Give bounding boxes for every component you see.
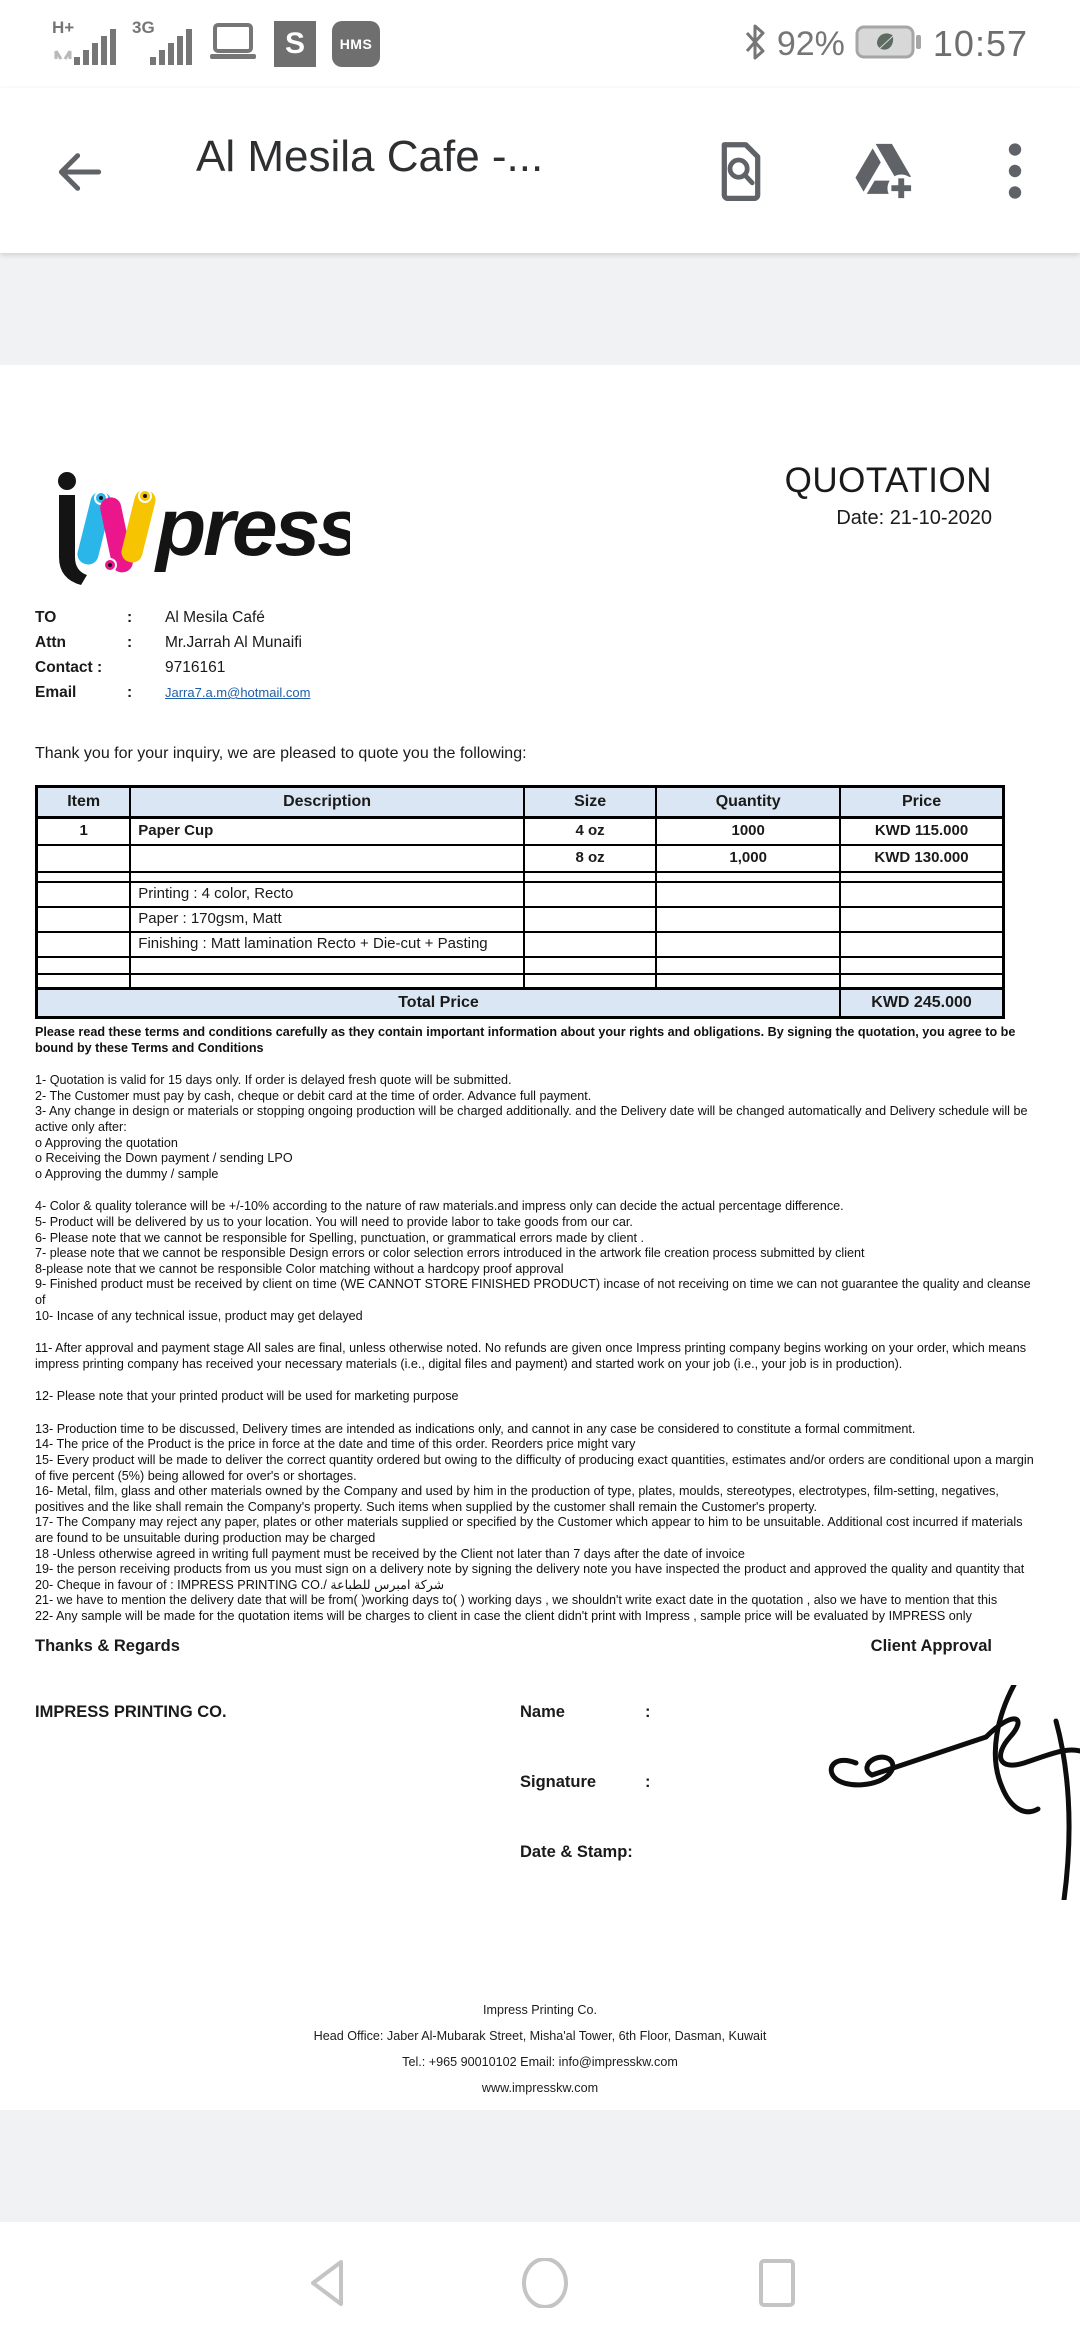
app-bar [0,88,1080,253]
recipient-colon: : [127,608,133,626]
table-cell [656,932,840,957]
table-cell: 1000 [656,818,840,845]
table-cell [130,974,524,989]
term-line: 21- we have to mention the delivery date that will be from( )working days to( ) working days , we shouldn't write exact date in the quotation , also we have to mention that this [35,1593,998,1608]
clock-time: 10:57 [932,23,1028,64]
term-line: 5- Product will be delivered by us to your location. You will need to provide labor to take goods from our car. [35,1214,633,1229]
table-cell [37,872,131,882]
table-cell [37,845,131,872]
table-row [37,932,1004,957]
term-line: 15- Every product will be made to deliver the correct quantity ordered but owing to the difficulty of producing exact quantities, estimates and/or orders are conditional upon a margin of five percent (5%) being allowed for over's or shortages. [35,1453,1034,1483]
table-cell: 1,000 [656,845,840,872]
term-line: 22- Any sample will be made for the quotation items will be charges to client in case the client didn't print with Impress , sample price will be evaluated by IMPRESS only [35,1609,972,1623]
table-row [37,818,1004,845]
table-cell: KWD 130.000 [840,845,1003,872]
table-cell [524,907,656,932]
table-cell [656,872,840,882]
table-cell [524,932,656,957]
term-line: o Approving the quotation [35,1135,178,1150]
recipient-value: Mr.Jarrah Al Munaifi [165,633,302,651]
pdf-page [0,365,1080,2110]
status-bar [0,0,1080,88]
battery-icon [855,24,923,65]
term-line: 1- Quotation is valid for 15 days only. If order is delayed fresh quote will be submitted. [35,1073,512,1088]
term-line: o Approving the dummy / sample [35,1166,219,1181]
table-cell [37,957,131,974]
table-cell: Paper Cup [130,818,524,845]
table-cell [840,907,1003,932]
signal-hplus-icon [52,17,116,72]
footer-line: Impress Printing Co. [482,2003,598,2017]
table-cell [37,932,131,957]
viewer-background-bottom [0,2110,1080,2222]
table-cell [656,957,840,974]
recipient-row [35,605,310,630]
term-line: Please read these terms and conditions carefully as they contain important information about your rights and obligations. By signing the quotation, you agree to be bound by these Terms and Conditions [35,1025,1016,1055]
total-price-label: Total Price [37,989,841,1018]
back-button[interactable] [52,144,108,205]
signature-field-row [520,1843,651,1913]
signature-fields [520,1703,651,1913]
signal-3g-icon [132,17,192,72]
recipient-row [35,630,310,655]
signature-field-label: Signature [520,1773,597,1791]
net1-glyph: H+ [52,17,75,37]
table-cell: KWD 115.000 [840,818,1003,845]
email-link[interactable]: Jarra7.a.m@hotmail.com [165,685,311,700]
svg-text:3G: 3G [132,17,155,37]
recipient-label: Contact : [35,658,103,676]
signature-field-colon: : [645,1703,651,1721]
table-header-cell: Description [130,787,524,818]
signature-field-colon: : [645,1773,651,1791]
table-cell [130,845,524,872]
recipient-colon: : [127,683,133,701]
term-line: 17- The Company may reject any paper, plates or other materials supplied or specified by the Customer which appear to him to be unsuitable. Additional cost incurred if materials are found to be unsuitable during production may be charged [35,1515,1023,1546]
table-cell: 4 oz [524,818,656,845]
table-header-cell: Price [840,787,1003,818]
impress-logo [50,465,350,598]
client-signature [818,1685,1080,1905]
table-cell [840,957,1003,974]
term-line: 3- Any change in design or materials or stopping ongoing production will be charged additionally. and the Delivery date will be changed automatically and Delivery schedule will be active only after: [35,1104,1028,1134]
hms-badge: HMS [332,21,380,67]
signature-field-label: Date & Stamp: [520,1843,633,1861]
total-price-value: KWD 245.000 [840,989,1003,1018]
table-row [37,845,1004,872]
term-line: o Receiving the Down payment / sending LPO [35,1151,293,1166]
term-line: 18 -Unless otherwise agreed in writing full payment must be received by the Client not later than 7 days after the date of invoice [35,1546,745,1561]
recipient-row [35,680,310,705]
recipient-value: Al Mesila Café [165,608,265,626]
table-cell [524,957,656,974]
quotation-date: Date: 21-10-2020 [836,507,992,529]
footer-line: Tel.: +965 90010102 Email: info@impresskw.com [402,2055,678,2069]
table-cell: Finishing : Matt lamination Recto + Die-cut + Pasting [130,932,524,957]
term-line: 13- Production time to be discussed, Delivery times are intended as indications only, and cannot in any case be considered to constitute a formal commitment. [35,1421,916,1436]
table-cell [524,882,656,907]
table-header-cell: Quantity [656,787,840,818]
table-cell [524,974,656,989]
recipient-label: Attn [35,633,66,651]
recipient-block [35,605,310,705]
term-line: 6- Please note that we cannot be responsible for Spelling, punctuation, or grammatical errors made by client . [35,1230,645,1245]
table-cell [37,882,131,907]
signature-field-row [520,1703,651,1773]
term-line: 14- The price of the Product is the price in force at the date and time of this order. Reorders price might vary [35,1437,636,1452]
table-cell [37,907,131,932]
nav-recents-icon[interactable] [755,2258,799,2313]
table-cell: Printing : 4 color, Recto [130,882,524,907]
table-row [37,957,1004,974]
nav-back-icon[interactable] [305,2258,349,2313]
table-cell [37,974,131,989]
table-total-row [37,989,1004,1018]
overflow-menu-button[interactable] [1000,140,1030,207]
table-cell [130,872,524,882]
battery-percent: 92% [776,24,845,63]
quotation-table [35,785,1005,1019]
signature-field-label: Name [520,1703,565,1721]
table-header-cell: Item [37,787,131,818]
svg-text:press: press [156,482,350,573]
term-line: 19- the person receiving products from us you must sign on a delivery note by signing the delivery note you have inspected the product and approved the quality and quantity that [35,1562,1025,1577]
table-cell [656,974,840,989]
table-cell [840,872,1003,882]
term-line: 12- Please note that your printed product will be used for marketing purpose [35,1389,459,1404]
table-row [37,882,1004,907]
table-cell: Paper : 170gsm, Matt [130,907,524,932]
recipient-colon: : [127,633,133,651]
intro-line: Thank you for your inquiry, we are pleased to quote you the following: [35,745,527,762]
footer-line: Head Office: Jaber Al-Mubarak Street, Misha'al Tower, 6th Floor, Dasman, Kuwait [313,2029,767,2043]
recipient-row [35,655,310,680]
document-title: Al Mesila Cafe -... [196,132,544,181]
recipient-label: Email [35,683,77,701]
quotation-heading: QUOTATION [784,461,992,500]
table-cell [840,932,1003,957]
find-in-document-button[interactable] [712,140,770,207]
add-to-drive-button[interactable] [852,140,916,207]
term-line: 11- After approval and payment stage All sales are final, unless otherwise noted. No refunds are given once Impress printing company begins working on your order, which means impress printing company has received your necessary materials (i.e., digital files and payment) and started work on your job (i.e., your job is in production). [35,1341,1027,1371]
client-approval: Client Approval [870,1637,992,1655]
signature-field-row [520,1773,651,1843]
term-line: 4- Color & quality tolerance will be +/-10% according to the nature of raw materials.and impress only can decide the actual percentage difference. [35,1199,844,1214]
viewer-background-top [0,253,1080,365]
nav-home-icon[interactable] [518,2258,572,2313]
recipient-label: TO [35,608,57,626]
table-row [37,907,1004,932]
table-cell [524,872,656,882]
table-header-cell: Size [524,787,656,818]
bluetooth-icon [743,23,767,66]
s-app-badge: S [274,21,316,67]
footer-line: www.impresskw.com [481,2081,599,2095]
table-cell: 1 [37,818,131,845]
term-line: 7- please note that we cannot be responsible Design errors or color selection errors introduced in the artwork file creation process submitted by client [35,1246,865,1261]
table-row [37,974,1004,989]
term-line: 2- The Customer must pay by cash, cheque or debit card at the time of order. Advance full payment. [35,1088,592,1103]
recipient-value: 9716161 [165,658,226,676]
terms-and-conditions [35,1025,1040,1625]
table-cell: 8 oz [524,845,656,872]
table-cell [840,882,1003,907]
table-cell [656,882,840,907]
thanks-regards: Thanks & Regards [35,1637,180,1655]
term-line: 9- Finished product must be received by client on time (WE CANNOT STORE FINISHED PRODUCT) incase of not receiving on time we can not guarantee the quality and cleanse of [35,1277,1031,1307]
navigation-bar [0,2222,1080,2340]
table-cell [130,957,524,974]
table-cell [656,907,840,932]
term-line: 20- Cheque in favour of : IMPRESS PRINTING CO./ شركة امبرس للطباعة [35,1577,445,1592]
term-line: 10- Incase of any technical issue, product may get delayed [35,1308,363,1323]
laptop-icon [208,21,258,68]
term-line: 8-please note that we cannot be responsible Color matching without a hardcopy proof approval [35,1261,564,1276]
term-line: 16- Metal, film, glass and other materials owned by the Company and used by him in the production of type, plates, moulds, stereotypes, electrotypes, film-setting, negatives, positives and the like shall remain the Company's property. Such items when supplied by the customer shall remain the Customer's property. [35,1484,999,1514]
table-cell [840,974,1003,989]
document-footer [0,1997,1080,2101]
table-row [37,872,1004,882]
company-sign-name: IMPRESS PRINTING CO. [35,1703,227,1721]
